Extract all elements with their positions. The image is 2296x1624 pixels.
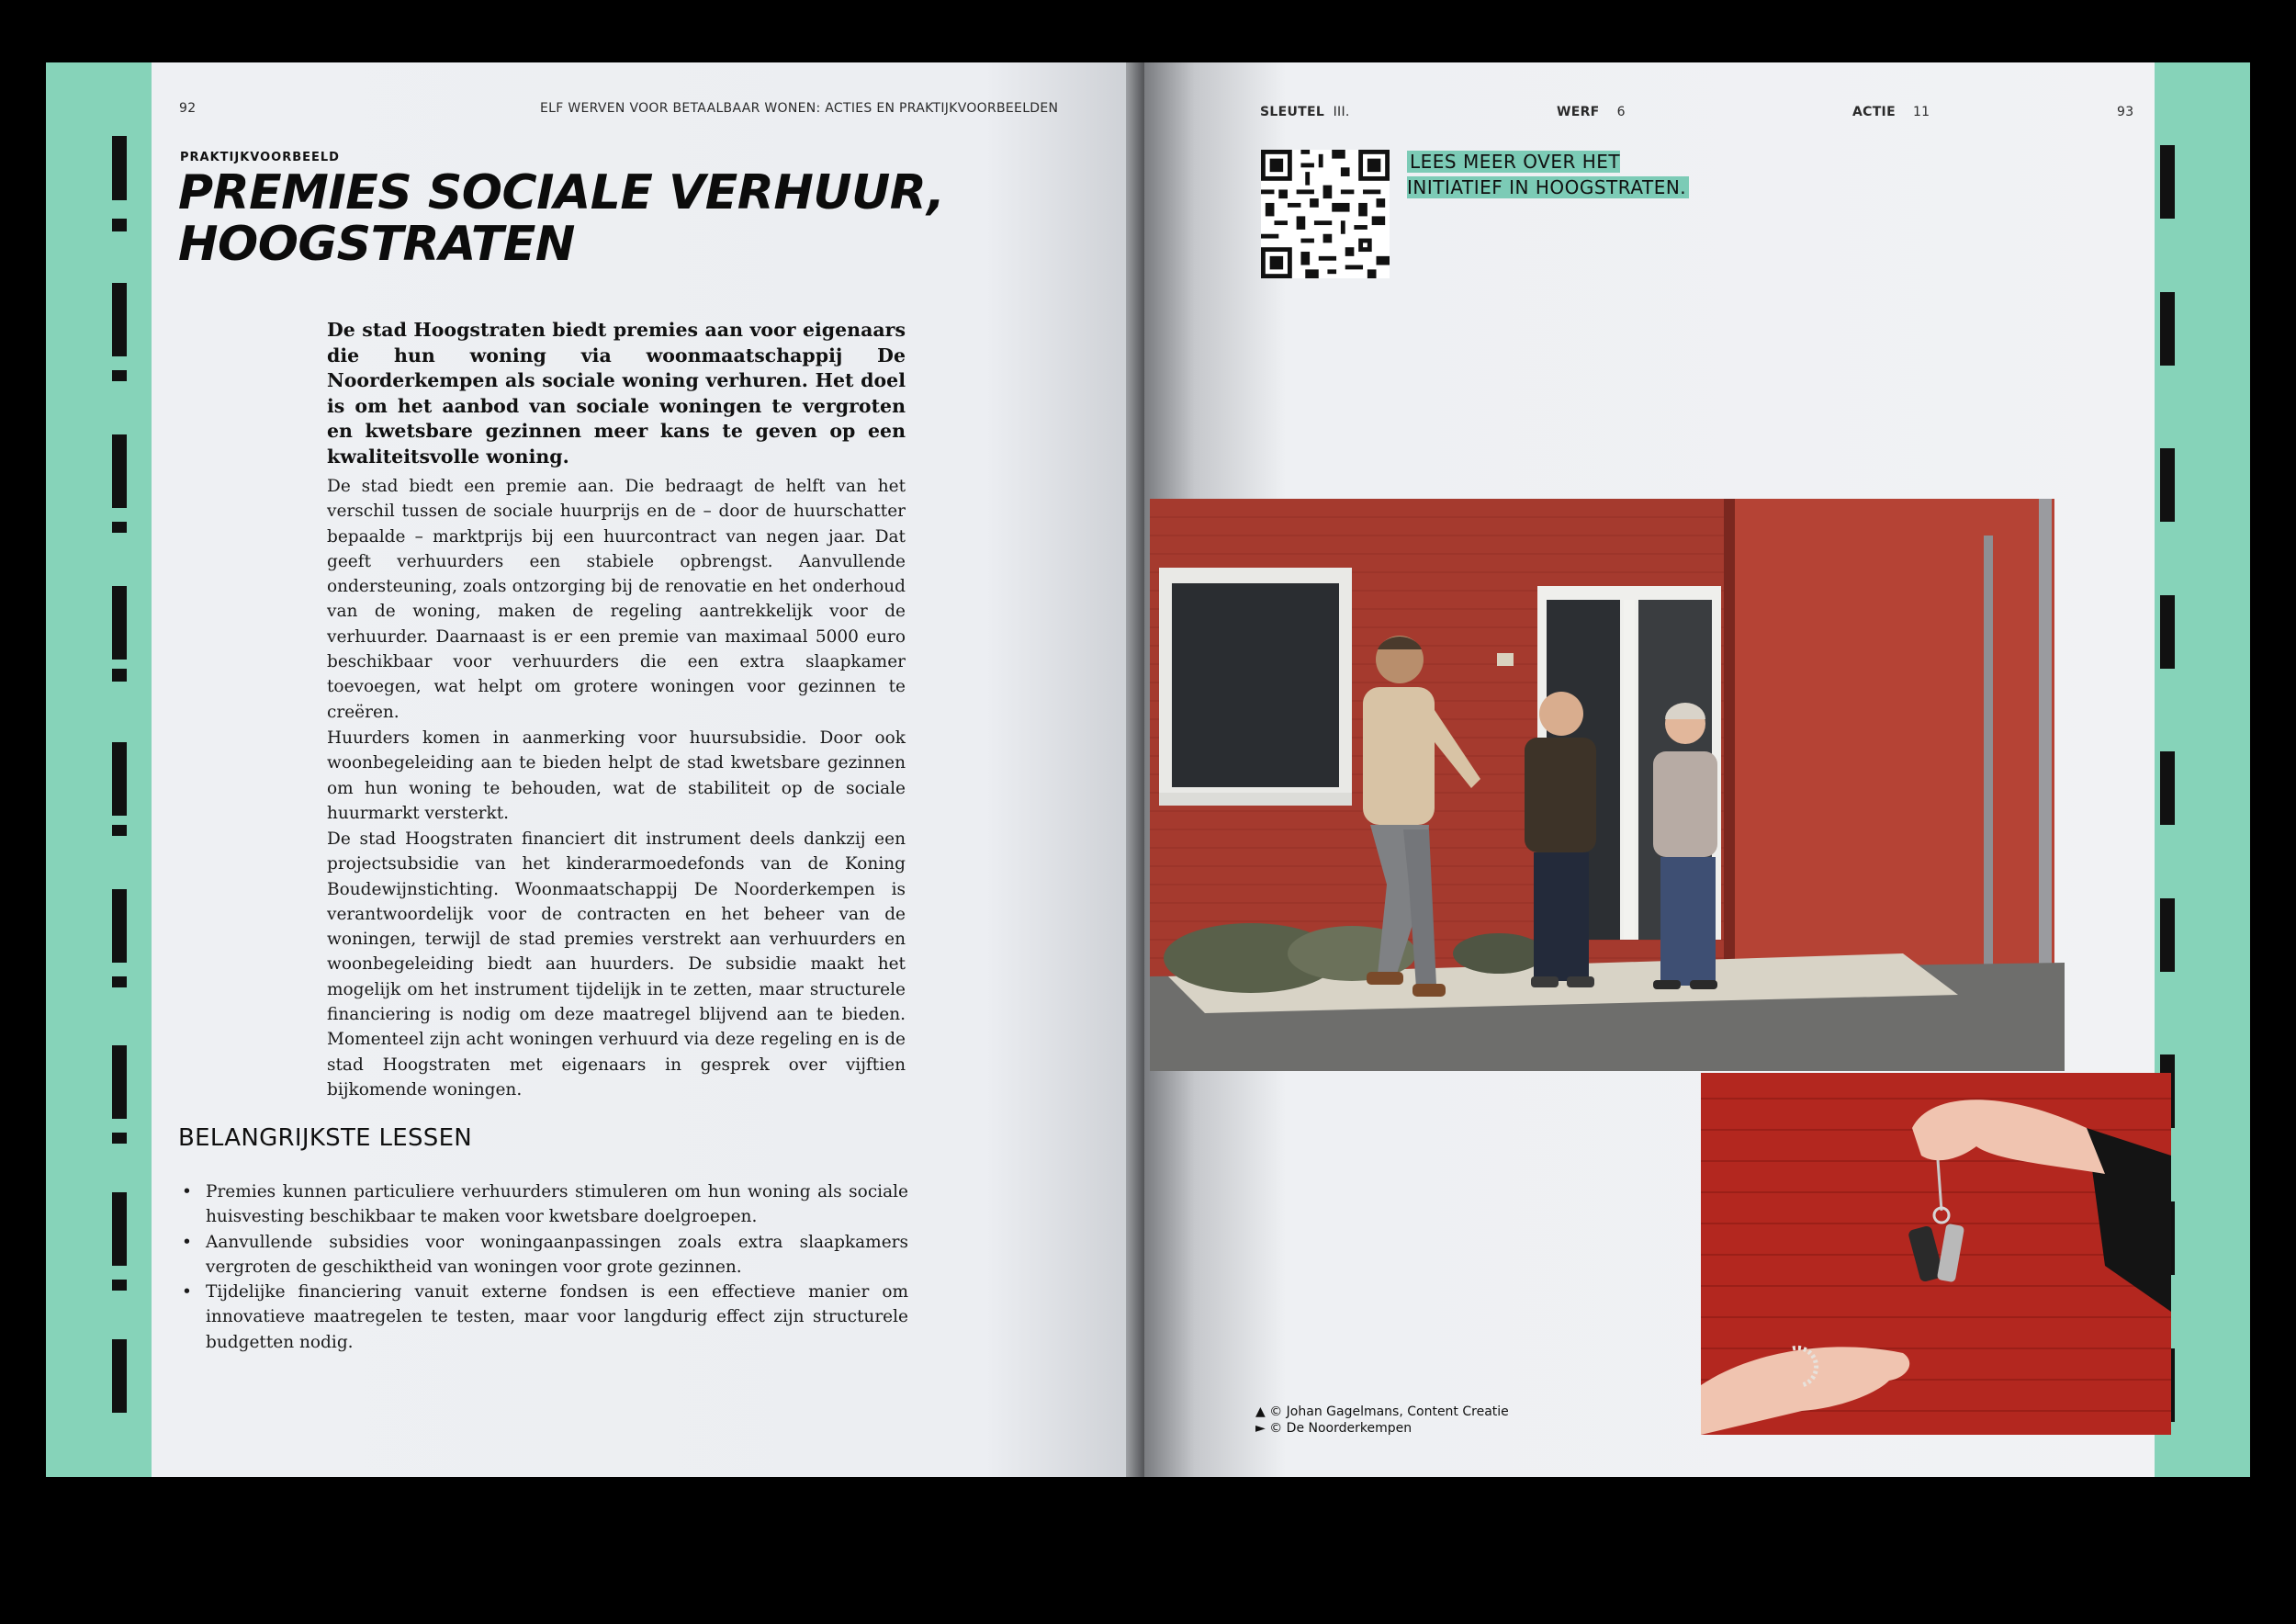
list-item: • Aanvullende subsidies voor woningaanpassingen zoals extra slaapkamers vergroten de geschiktheid van woningen voor grote gezinnen. — [178, 1230, 908, 1280]
qr-link-label[interactable] — [1407, 149, 1719, 200]
credit-keys-photo: ► © De Noorderkempen — [1255, 1421, 1412, 1436]
photo-house-handshake — [1150, 499, 2065, 1071]
book-spread — [46, 62, 2250, 1477]
credit-main-photo: ▲ © Johan Gagelmans, Content Creatie — [1255, 1404, 1509, 1419]
page-number-left: 92 — [179, 101, 197, 116]
list-item: • Tijdelijke financiering vanuit externe fondsen is een effectieve manier om innovatieve maatregelen te testen, maar voor langdurig effect zijn structurele budgetten nodig. — [178, 1280, 908, 1355]
lessons-heading: BELANGRIJKSTE LESSEN — [178, 1124, 473, 1152]
qr-code[interactable] — [1261, 150, 1390, 278]
body-paragraph-3: De stad Hoogstraten financiert dit instrument deels dankzij een projectsubsidie van het kinderarmoedefonds van de Koning Boudewijnstichting. Woonmaatschappij De Noorderkempen is verantwoordelijk voor de contracten en het beheer van de woningen, terwijl de stad premies verstrekt aan verhuurders en woonbegeleiding biedt aan huurders. De subsidie maakt het mogelijk om het instrument tijdelijk in te zetten, maar structurele financiering is nodig om deze maatregel blijvend aan te bieden. Momenteel zijn acht woningen verhuurd via deze regeling en is de stad Hoogstraten met eigenaars in gesprek over vijftien bijkomende woningen. — [327, 829, 906, 1100]
body-paragraph-1: De stad biedt een premie aan. Die bedraagt de helft van het verschil tussen de sociale huurprijs en de – door de huurschatter bepaalde – marktprijs bij een huurcontract van negen jaar. Dat geeft verhuurders een stabiele opbrengst. Aanvullende ondersteuning, zoals ontzorging bij de renovatie en het onderhoud van de woning, maken de regeling aantrekkelijk voor de verhuurder. Daarnaast is er een premie van maximaal 5000 euro beschikbaar voor verhuurders die een extra slaapkamer toevoegen, wat helpt om grotere woningen voor gezinnen te creëren. — [327, 477, 906, 722]
page-number-right: 93 — [2117, 105, 2134, 119]
nav-sleutel-value: III. — [1333, 105, 1350, 119]
nav-actie-label: ACTIE — [1852, 105, 1896, 119]
nav-sleutel — [1260, 105, 1350, 119]
left-page-edge — [46, 62, 154, 1477]
qr-link-text: LEES MEER OVER HET INITIATIEF IN HOOGSTRATEN. — [1407, 151, 1689, 198]
photo-key-handover — [1701, 1073, 2171, 1435]
lead-paragraph: De stad Hoogstraten biedt premies aan voor eigenaars die hun woning via woonmaatschappij De Noorderkempen als sociale woning verhuren. Het doel is om het aanbod van sociale woningen te vergroten en kwetsbare gezinnen meer kans te geven op een kwaliteitsvolle woning. — [327, 319, 906, 468]
running-title: ELF WERVEN VOOR BETAALBAAR WONEN: ACTIES EN PRAKTIJKVOORBEELDEN — [540, 101, 1059, 116]
photo-credits — [1255, 1404, 1509, 1437]
nav-actie — [1852, 105, 1930, 119]
page-title: PREMIES SOCIALE VERHUUR, HOOGSTRATEN — [178, 165, 945, 272]
section-kicker: PRAKTIJKVOORBEELD — [180, 151, 340, 164]
nav-werf-value: 6 — [1616, 105, 1626, 119]
nav-werf — [1557, 105, 1626, 119]
lessons-list — [178, 1179, 908, 1355]
nav-werf-label: WERF — [1557, 105, 1600, 119]
nav-sleutel-label: SLEUTEL — [1260, 105, 1325, 119]
left-edge-ticks — [112, 136, 127, 1422]
body-paragraph-2: Huurders komen in aanmerking voor huursubsidie. Door ook woonbegeleiding aan te bieden helpt de stad kwetsbare gezinnen om hun woning te behouden, wat de stabiliteit op de sociale huurmarkt versterkt. — [327, 728, 906, 823]
list-item: • Premies kunnen particuliere verhuurders stimuleren om hun woning als sociale huisvesting beschikbaar te maken voor kwetsbare doelgroepen. — [178, 1179, 908, 1230]
nav-actie-value: 11 — [1912, 105, 1930, 119]
